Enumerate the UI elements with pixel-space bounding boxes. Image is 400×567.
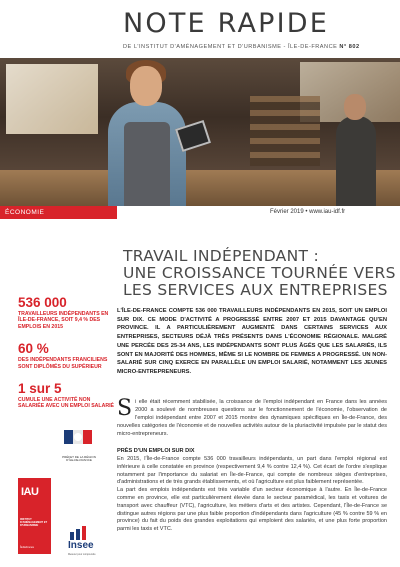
dropcap: S — [117, 396, 133, 421]
article-body — [117, 456, 387, 534]
cover-photo — [0, 58, 400, 206]
marianne-logo-icon — [64, 430, 92, 454]
insee-mark-icon — [68, 526, 100, 540]
stat-value: 1 sur 5 — [18, 381, 62, 397]
iau-region: ÎleDeFrance — [20, 546, 35, 549]
insee-wordmark: Insee — [68, 540, 94, 551]
article-lead: L'ÎLE-DE-FRANCE COMPTE 536 000 TRAVAILLEURS INDÉPENDANTS EN 2015, SOIT UN EMPLOI SUR DIX. CE MODE D'ACTIVITÉ A PROGRESSÉ ENTRE 2007 ET 2015 DAVANTAGE QU'EN PROVINCE. IL A PARTICULIÈREMENT AUGMENTÉ DANS CERTAINS SERVICES AUX ENTREPRISES, SECTEURS DÉJÀ TRÈS PRÉSENTS DANS L'ÉCONOMIE RÉGIONALE. MALGRÉ UNE PERCÉE DES 25-34 ANS, LES INDÉPENDANTS SONT PLUS ÂGÉS QUE LES SALARIÉS, ILS SONT EN MAJORITÉ DES HOMMES, MÊME SI LE NOMBRE DE FEMMES A PROGRESSÉ. UN NON-SALARIÉ SUR CINQ EXERCE EN PARALLÈLE UN EMPLOI SALARIÉ, NOTAMMENT LES JEUNES MICRO-ENTREPRENEURS. — [117, 308, 387, 375]
headline-line: UNE CROISSANCE TOURNÉE VERS — [123, 264, 396, 282]
masthead — [0, 0, 400, 60]
publication-subtitle — [123, 44, 360, 50]
intro-text: i elle était récemment stabilisée, la croissance de l'emploi indépendant en France dans les années 2000 a soulevé de nombreuses questions sur le fonctionnement de l'économie, l'observation de l'emploi indépendant entre 2007 et 2015 montre des dynamiques spécifiques en Île-de-France, des nouvelles catégories de l'économie et de nouvelles activités autour de la pluriactivité impulsée par le statut des micro-entrepreneurs. — [117, 399, 387, 437]
stat-description: CUMULE UNE ACTIVITÉ NON SALARIÉE AVEC UN EMPLOI SALARIÉ — [18, 397, 114, 410]
stat-description: TRAVAILLEURS INDÉPENDANTS EN ÎLE-DE-FRANCE, SOIT 9,4 % DES EMPLOIS EN 2015 — [18, 311, 109, 330]
iau-subtitle: INSTITUT D'AMÉNAGEMENT ET D'URBANISME — [20, 518, 48, 528]
stat-description: DES INDÉPENDANTS FRANCILIENS SONT DIPLÔMÉS DU SUPÉRIEUR — [18, 357, 108, 370]
article-headline — [123, 248, 396, 299]
article-intro — [117, 396, 387, 439]
stat-value: 60 % — [18, 341, 49, 357]
body-paragraph: En 2015, l'Île-de-France compte 536 000 travailleurs indépendants, un part dans l'emploi régional est inférieure à celle constatée en province (respectivement 9,4 % contre 12,4 %). Cet écart de l'ordre s'explique notamment par l'importance du salariat en Île-de-France, qui compte de nombreux sièges d'entreprises, d'administrations et de très grands établissements, et où l'agriculture est plus faiblement représentée. — [117, 456, 387, 486]
headline-line: TRAVAIL INDÉPENDANT : — [123, 247, 319, 265]
category-badge — [0, 206, 117, 219]
publication-title: NOTE RAPIDE — [123, 8, 330, 39]
institute-name: DE L'INSTITUT D'AMÉNAGEMENT ET D'URBANISME - ÎLE-DE-FRANCE — [123, 44, 338, 50]
key-figures — [18, 296, 118, 410]
category-label: ÉCONOMIE — [5, 209, 45, 216]
iau-letters: IAU — [21, 486, 39, 498]
issue-number: N° 802 — [339, 44, 360, 50]
stat-value: 536 000 — [18, 295, 67, 310]
date-and-url: Février 2019 • www.iau-idf.fr — [270, 209, 346, 215]
headline-line: LES SERVICES AUX ENTREPRISES — [123, 281, 388, 299]
section-heading: PRÈS D'UN EMPLOI SUR DIX — [117, 448, 195, 454]
insee-logo — [66, 526, 106, 556]
prefecture-label: PRÉFET DE LA RÉGION D'ÎLE-DE-FRANCE — [62, 455, 96, 463]
section-bar — [0, 206, 400, 219]
partner-logos — [0, 430, 110, 567]
iau-logo — [18, 478, 51, 554]
body-paragraph: La part des emplois indépendants est très variable d'un secteur économique à l'autre. En Île-de-France comme en province, elle est particulièrement élevée dans le secteur paramédical, les taxis et voitures de transport avec chauffeur (VTC), l'agriculture, les métiers d'arts et des artistes. Cependant, l'Île-de-France se distingue autres régions par une plus faible proportion d'indépendants dans l'agriculture (45 % contre 59 % en province) du fait du poids des grandes exploitations qui emploient des salariés, et une plus forte proportion parmi les taxis et VTC. — [117, 487, 387, 533]
insee-tagline: Mesurer pour comprendre — [68, 553, 96, 556]
